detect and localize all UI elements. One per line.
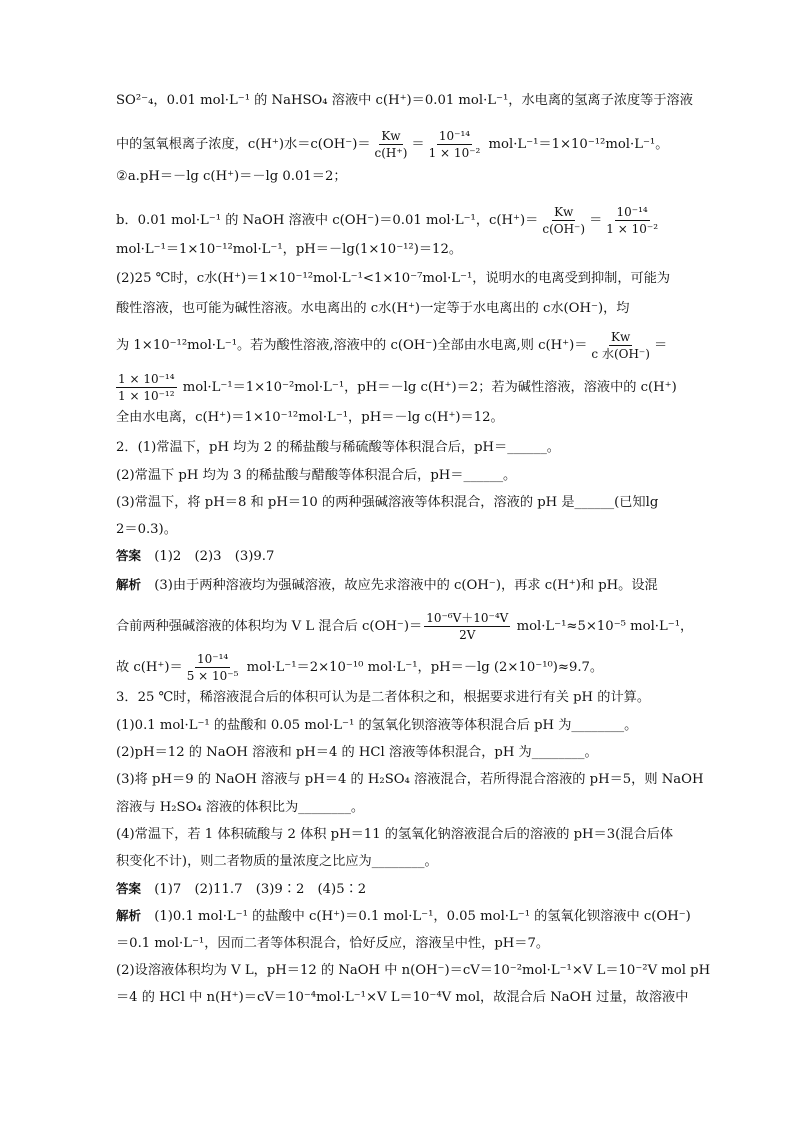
text-segment: 中的氢氧根离子浓度，c(H⁺)水＝c(OH⁻)＝ (116, 137, 371, 152)
question-3-3: (3)将 pH＝9 的 NaOH 溶液与 pH＝4 的 H₂SO₄ 溶液混合，若所得混合溶液的 pH＝5，则 NaOH (116, 772, 704, 787)
fraction-denominator: c 水(OH⁻) (591, 347, 650, 361)
question-3-stem: 3．25 ℃时，稀溶液混合后的体积可认为是二者体积之和，根据要求进行有关 pH 的计算。 (116, 690, 651, 705)
fraction-numerator: 10⁻¹⁴ (196, 652, 229, 666)
equals-sign: ＝ (589, 213, 603, 228)
text-line: 积变化不计)，则二者物质的量浓度之比应为________。 (116, 854, 438, 869)
answer-label: 答案 (116, 881, 142, 896)
text-line: 全由水电离，c(H⁺)＝1×10⁻¹²mol·L⁻¹，pH＝－lg c(H⁺)＝12。 (116, 410, 504, 425)
text-line: ②a.pH＝－lg c(H⁺)＝－lg 0.01＝2； (116, 169, 347, 184)
fraction-numerator: 10⁻⁶V＋10⁻⁴V (426, 611, 509, 625)
text-line: SO²⁻₄，0.01 mol·L⁻¹ 的 NaHSO₄ 溶液中 c(H⁺)＝0.01 mol·L⁻¹，水电离的氢离子浓度等于溶液 (116, 93, 693, 108)
fraction-numerator: 10⁻¹⁴ (438, 129, 471, 143)
fraction-mixed-oh (424, 611, 510, 642)
question-3-1: (1)0.1 mol·L⁻¹ 的盐酸和 0.05 mol·L⁻¹ 的氢氧化钡溶液等体积混合后 pH 为________。 (116, 718, 638, 733)
text-line: (2)设溶液体积均为 V L，pH＝12 的 NaOH 中 n(OH⁻)＝cV＝10⁻²mol·L⁻¹×V L＝10⁻²V mol pH (116, 963, 711, 978)
answer-text: (1)7 (2)11.7 (3)9∶2 (4)5∶2 (154, 882, 367, 897)
question-2-3: (3)常温下，将 pH＝8 和 pH＝10 的两种强碱溶液等体积混合，溶液的 pH 是______(已知lg (116, 495, 659, 510)
analysis-line (116, 907, 691, 926)
text-segment: 故 c(H⁺)＝ (116, 660, 183, 675)
equals-sign: ＝ (653, 338, 668, 353)
fraction-kw-over-oh-water (589, 330, 652, 361)
question-2-2: (2)常温下 pH 均为 3 的稀盐酸与醋酸等体积混合后，pH＝______。 (116, 468, 517, 483)
fraction-value (427, 129, 483, 160)
fraction-numerator: Kw (611, 330, 631, 344)
analysis-line (116, 576, 658, 595)
text-line: (2)25 ℃时，c水(H⁺)＝1×10⁻¹²mol·L⁻¹<1×10⁻⁷mol·L⁻¹，说明水的电离受到抑制，可能为 (116, 271, 671, 286)
answer-text: (1)2 (2)3 (3)9.7 (154, 549, 275, 564)
analysis-label: 解析 (116, 577, 142, 592)
analysis-label: 解析 (116, 908, 142, 923)
fraction-denominator: 1 × 10⁻¹² (118, 389, 175, 403)
fraction-numerator: 10⁻¹⁴ (616, 205, 648, 219)
text-line (116, 205, 662, 236)
text-line (116, 129, 668, 160)
answer-line (116, 880, 366, 899)
fraction-numerator: Kw (381, 129, 401, 143)
fraction-numerator: 1 × 10⁻¹⁴ (118, 372, 175, 386)
fraction-denominator: 5 × 10⁻⁵ (186, 669, 239, 683)
fraction-kw-over-oh (540, 205, 587, 236)
text-segment: 合前两种强碱溶液的体积均为 V L 混合后 c(OH⁻)＝ (116, 619, 423, 634)
text-segment: 为 1×10⁻¹²mol·L⁻¹。若为酸性溶液,溶液中的 c(OH⁻)全部由水电离,则 c(H⁺)＝ (116, 338, 588, 353)
text-line: ＝4 的 HCl 中 n(H⁺)＝cV＝10⁻⁴mol·L⁻¹×V L＝10⁻⁴V mol，故混合后 NaOH 过量，故溶液中 (116, 990, 689, 1005)
fraction-kw-over-h (373, 129, 410, 160)
fraction-denominator: 1 × 10⁻² (606, 222, 658, 236)
text-segment: b．0.01 mol·L⁻¹ 的 NaOH 溶液中 c(OH⁻)＝0.01 mol·L⁻¹，c(H⁺)＝ (116, 213, 539, 228)
answer-line (116, 547, 274, 566)
fraction-denominator: c(OH⁻) (542, 222, 586, 236)
question-2-1: 2．(1)常温下，pH 均为 2 的稀盐酸与稀硫酸等体积混合后，pH＝______。 (116, 440, 560, 455)
analysis-text: (3)由于两种溶液均为强碱溶液，故应先求溶液中的 c(OH⁻)，再求 c(H⁺)和 pH。设混 (154, 578, 658, 593)
text-line (116, 372, 677, 403)
text-line (116, 330, 667, 361)
text-segment: mol·L⁻¹＝1×10⁻²mol·L⁻¹，pH＝－lg c(H⁺)＝2；若为碱性溶液，溶液中的 c(H⁺) (182, 380, 677, 395)
answer-label: 答案 (116, 548, 142, 563)
question-3-2: (2)pH＝12 的 NaOH 溶液和 pH＝4 的 HCl 溶液等体积混合，pH 为________。 (116, 745, 598, 760)
fraction-denominator: 2V (459, 628, 476, 642)
fraction-value (604, 205, 660, 236)
analysis-text: (1)0.1 mol·L⁻¹ 的盐酸中 c(H⁺)＝0.1 mol·L⁻¹，0.05 mol·L⁻¹ 的氢氧化钡溶液中 c(OH⁻) (154, 909, 691, 924)
fraction-denominator: 1 × 10⁻² (428, 146, 481, 160)
text-segment: mol·L⁻¹＝2×10⁻¹⁰ mol·L⁻¹，pH＝－lg (2×10⁻¹⁰)≈9.7。 (246, 660, 604, 675)
question-3-4: (4)常温下，若 1 体积硫酸与 2 体积 pH＝11 的氢氧化钠溶液混合后的溶液的 pH＝3(混合后体 (116, 827, 674, 842)
fraction-numerator: Kw (554, 205, 574, 219)
fraction-value (116, 372, 177, 403)
text-line (116, 652, 603, 683)
text-segment: mol·L⁻¹≈5×10⁻⁵ mol·L⁻¹， (516, 619, 694, 634)
text-line (116, 611, 693, 642)
text-line: 2＝0.3)。 (116, 522, 177, 537)
text-line: 溶液与 H₂SO₄ 溶液的体积比为________。 (116, 800, 365, 815)
text-line: 酸性溶液，也可能为碱性溶液。水电离出的 c水(H⁺)一定等于水电离出的 c水(OH⁻)，均 (116, 301, 630, 316)
equals-sign: ＝ (411, 137, 425, 152)
fraction-h-value (185, 652, 241, 683)
text-line: ＝0.1 mol·L⁻¹，因而二者等体积混合，恰好反应，溶液呈中性，pH＝7。 (116, 936, 550, 951)
fraction-denominator: c(H⁺) (374, 146, 408, 160)
text-line: mol·L⁻¹＝1×10⁻¹²mol·L⁻¹，pH＝－lg(1×10⁻¹²)＝12。 (116, 242, 463, 257)
text-segment: mol·L⁻¹＝1×10⁻¹²mol·L⁻¹。 (488, 137, 669, 152)
